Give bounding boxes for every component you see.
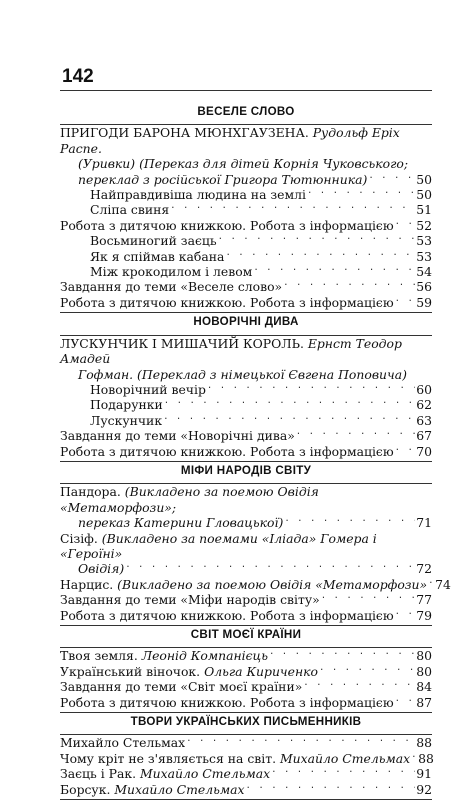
page-ref: 91 (416, 766, 432, 782)
entry-title: Робота з дитячою книжкою. Робота з інформацією (60, 217, 394, 233)
toc-entry (60, 202, 432, 217)
entry-title: Восьминогий заєць (90, 233, 217, 249)
leader-dots (296, 425, 415, 440)
leader-dots (253, 261, 415, 276)
leader-dots (225, 246, 415, 261)
entry-title: Робота з дитячою книжкою. Робота з інформацією (60, 294, 394, 310)
page-ref: 59 (416, 294, 432, 310)
leader-dots (428, 574, 434, 589)
toc-entry (60, 695, 432, 710)
section-heading: СВІТ МОЄЇ КРАЇНИ (190, 628, 302, 641)
page-ref: 72 (416, 561, 432, 577)
section-heading: НОВОРІЧНІ ДИВА (193, 315, 299, 329)
leader-dots (218, 230, 416, 245)
leader-dots (283, 276, 415, 291)
page-ref: 84 (416, 679, 432, 695)
leader-dots (395, 605, 416, 620)
toc-entry-multiline (60, 125, 432, 187)
entry-note: Гофман. (Переклад з німецької Євгена Поповича) (78, 366, 407, 382)
entry-title: Завдання до теми «Новорічні дива» (60, 428, 295, 444)
entry-author: Рудольф Еріх Распе. (60, 125, 400, 156)
leader-dots (321, 589, 416, 604)
toc-entry-multiline (60, 531, 432, 577)
section-heading: МІФИ НАРОДІВ СВІТУ (180, 463, 312, 477)
entry-line: Сізіф. (Викладено за поемами «Іліада» Гомера і «Героїні» (60, 530, 377, 561)
entry-title: Робота з дитячою книжкою. Робота з інформацією (60, 694, 394, 710)
page-ref: 88 (416, 735, 432, 751)
leader-dots (125, 558, 415, 573)
page-ref: 62 (416, 397, 432, 413)
entry-title: Подарунки (90, 397, 163, 413)
leader-dots (368, 169, 415, 184)
entry-author: (Викладено за поемами «Іліада» Гомера і «Героїні» (60, 530, 377, 561)
leader-dots (186, 732, 415, 747)
entry-title: Завдання до теми «Веселе слово» (60, 279, 283, 295)
leader-dots (269, 645, 415, 660)
entry-line (60, 561, 432, 576)
toc-entry (60, 608, 432, 623)
toc-entry (60, 295, 432, 310)
page-number: 142 (62, 66, 94, 87)
header-rule (60, 90, 432, 91)
entry-line: Пандора. (Викладено за поемою Овідія «Метаморфози»; (60, 484, 319, 515)
page-ref: 60 (416, 381, 432, 397)
page-ref: 70 (416, 443, 432, 459)
entry-title: Лускунчик (90, 412, 163, 428)
toc-entry (60, 279, 432, 294)
toc-entry (60, 679, 432, 694)
page-ref: 80 (416, 663, 432, 679)
toc-entry (60, 444, 432, 459)
page-ref: 52 (416, 217, 432, 233)
entry-title: Завдання до теми «Світ моєї країни» (60, 679, 303, 695)
entry-title: Як я спіймав кабана (90, 248, 225, 264)
entry-line (60, 515, 432, 530)
page-ref: 53 (416, 233, 432, 249)
page-ref: 54 (416, 264, 432, 280)
leader-dots (395, 215, 416, 230)
page-ref: 79 (416, 607, 432, 623)
entry-author: Михайло Стельмах (139, 766, 271, 782)
page-ref: 88 (418, 750, 434, 766)
toc-entry (60, 592, 432, 607)
leader-dots (284, 512, 415, 527)
leader-dots (164, 394, 415, 409)
entry-title: Михайло Стельмах (60, 735, 186, 751)
toc-entry (60, 428, 432, 443)
entry-line: ЛУСКУНЧИК І МИШАЧИЙ КОРОЛЬ. Ернст Теодор Амадей (60, 335, 402, 367)
leader-dots (271, 763, 415, 778)
entry-title: Між крокодилом і левом (90, 264, 253, 280)
entry-title: Нарцис. (Викладено за поемою Овідія «Метаморфози» (60, 576, 428, 592)
page-ref: 80 (416, 648, 432, 664)
toc-entry-multiline (60, 336, 432, 382)
entry-title: Робота з дитячою книжкою. Робота з інформацією (60, 607, 394, 623)
entry-note: (Викладено за поемою Овідія «Метаморфози» (117, 576, 428, 592)
entry-title: Заєць і Рак. Михайло Стельмах (60, 766, 271, 782)
page-ref: 63 (416, 412, 432, 428)
section-heading: ВЕСЕЛЕ СЛОВО (197, 105, 295, 118)
entry-note: переказ Катерини Гловацької) (78, 515, 284, 531)
page-ref: 56 (416, 279, 432, 295)
leader-dots (163, 410, 415, 425)
leader-dots (303, 676, 415, 691)
entry-title: Український віночок. Ольга Кириченко (60, 663, 318, 679)
section-heading: ТВОРИ УКРАЇНСЬКИХ ПИСЬМЕННИКІВ (130, 715, 362, 729)
entry-title: Найправдивіша людина на землі (90, 187, 306, 203)
leader-dots (319, 661, 415, 676)
entry-author: Ернст Теодор Амадей (60, 335, 402, 367)
entry-title: Сліпа свиня (90, 202, 170, 218)
entry-note: Овідія) (78, 561, 125, 577)
entry-title: Новорічний вечір (90, 381, 206, 397)
page-ref: 67 (416, 428, 432, 444)
page-ref: 50 (416, 171, 432, 187)
entry-author: Михайло Стельмах (114, 781, 245, 797)
leader-dots (170, 199, 415, 214)
entry-author: (Викладено за поемою Овідія «Метаморфози»; (60, 484, 319, 515)
toc-entry (60, 782, 432, 797)
leader-dots (307, 184, 415, 199)
leader-dots (395, 441, 416, 456)
leader-dots (246, 779, 416, 794)
entry-author: Михайло Стельмах (279, 750, 411, 766)
leader-dots (395, 692, 416, 707)
table-of-contents (60, 104, 451, 800)
entry-title: Робота з дитячою книжкою. Робота з інформацією (60, 443, 394, 459)
entry-author: Ольга Кириченко (204, 663, 318, 679)
entry-title: Твоя земля. Леонід Компанієць (60, 648, 268, 664)
page-ref: 87 (416, 694, 432, 710)
entry-title: Борсук. Михайло Стельмах (60, 781, 245, 797)
entry-title: Чому кріт не з'являється на світ. Михайло Стельмах (60, 750, 411, 766)
leader-dots (395, 292, 416, 307)
page-ref: 77 (416, 592, 432, 608)
leader-dots (411, 748, 417, 763)
page-ref: 92 (416, 781, 432, 797)
leader-dots (207, 379, 415, 394)
entry-note: (Уривки) (Переказ для дітей Корнія Чуковського; (78, 156, 409, 172)
entry-title: Завдання до теми «Міфи народів світу» (60, 592, 320, 608)
entry-note: переклад з російської Григора Тютюнника) (78, 171, 368, 187)
page-ref: 71 (416, 515, 432, 531)
entry-author: Леонід Компанієць (141, 648, 268, 664)
toc-entry-multiline (60, 484, 432, 530)
page-ref: 50 (416, 187, 432, 203)
page-ref: 74 (435, 576, 451, 592)
page-ref: 53 (416, 248, 432, 264)
page-ref: 51 (416, 202, 432, 218)
entry-line: ПРИГОДИ БАРОНА МЮНХГАУЗЕНА. Рудольф Еріх Распе. (60, 125, 400, 156)
toc-entry (60, 735, 432, 750)
